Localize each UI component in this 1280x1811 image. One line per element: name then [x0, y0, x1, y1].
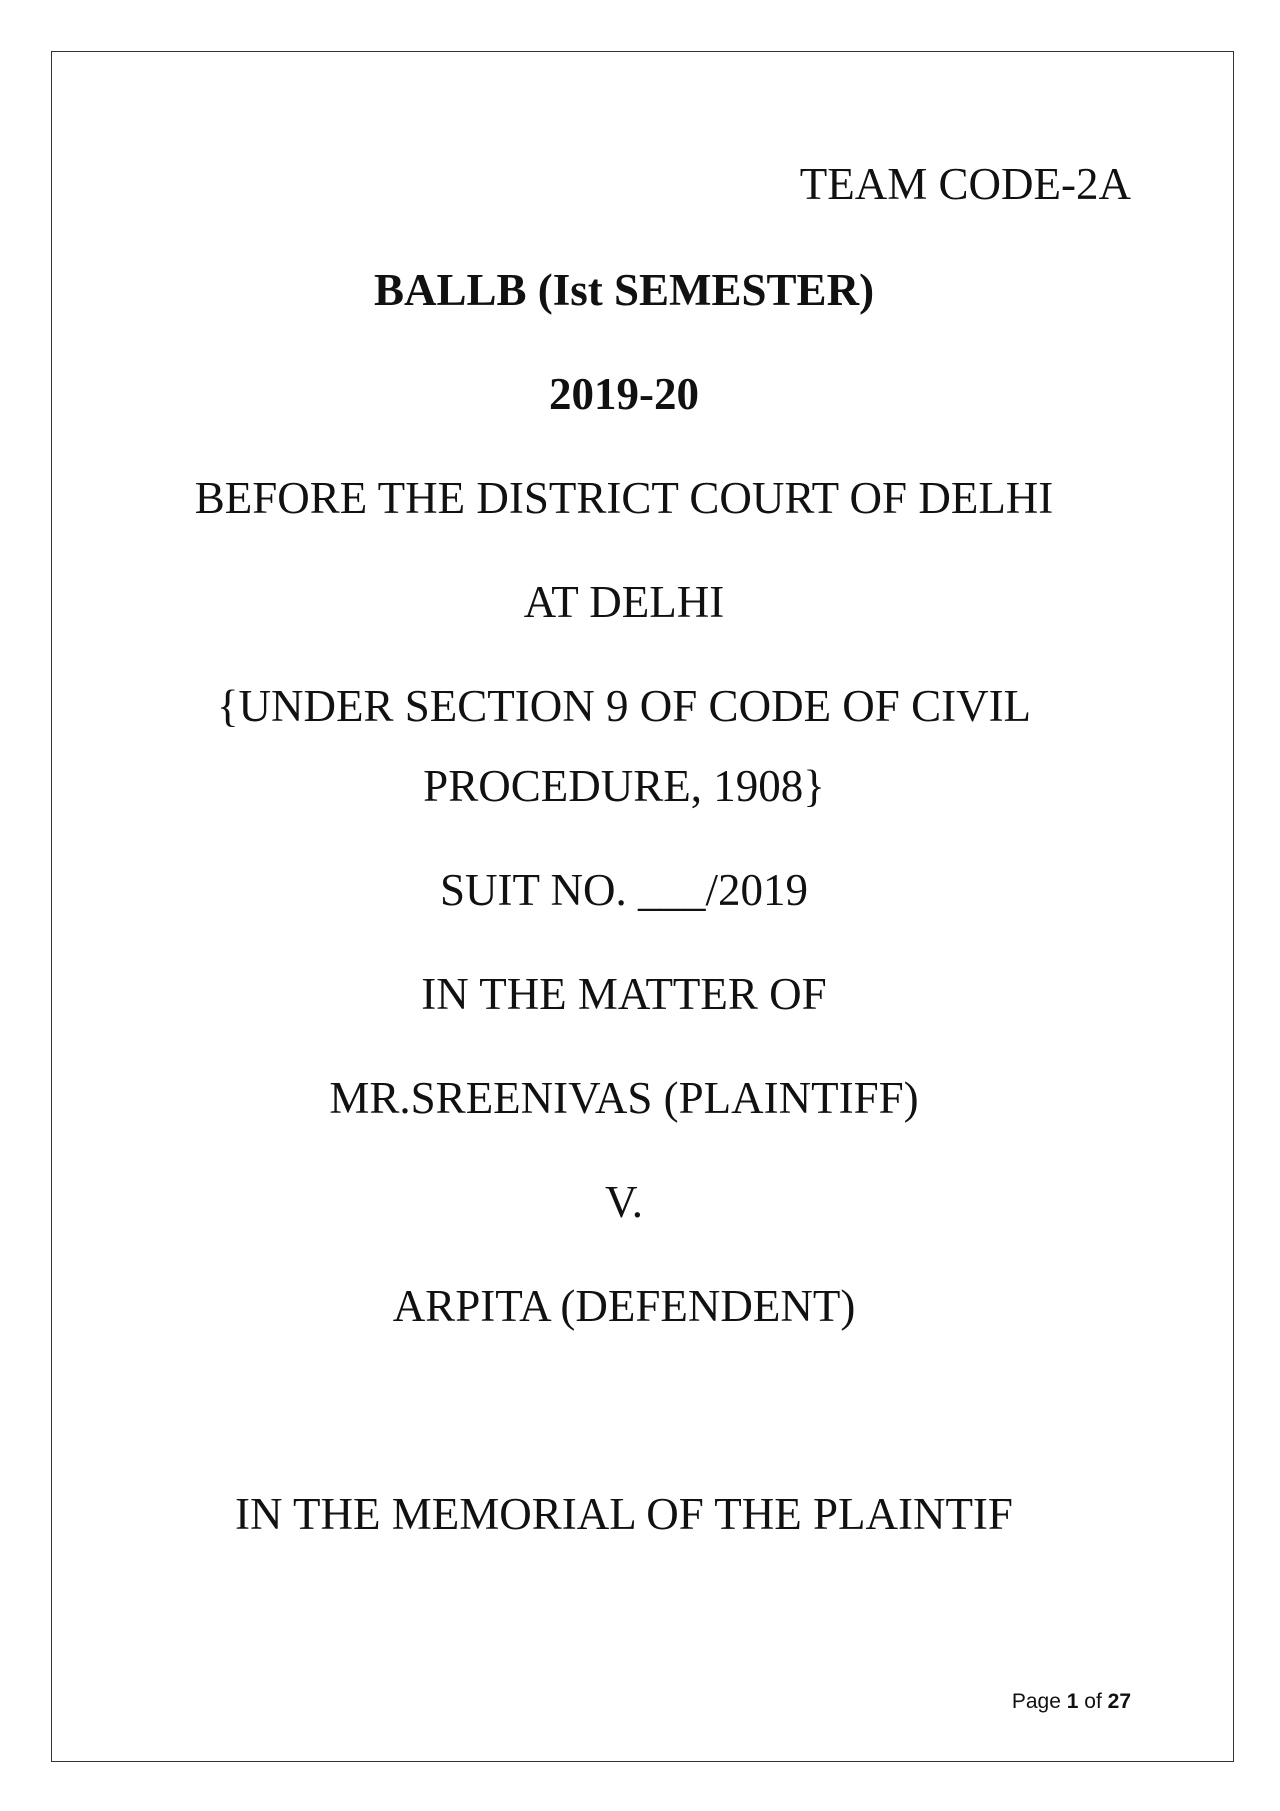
plaintiff-name: MR.SREENIVAS (PLAINTIFF) [329, 1073, 919, 1123]
section-line-2: PROCEDURE, 1908} [423, 761, 825, 811]
section-line-1: {UNDER SECTION 9 OF CODE OF CIVIL [216, 681, 1032, 731]
team-code: TEAM CODE-2A [799, 159, 1131, 209]
court-line: BEFORE THE DISTRICT COURT OF DELHI [194, 473, 1054, 523]
memorial-line: IN THE MEMORIAL OF THE PLAINTIF [235, 1489, 1013, 1539]
page-label: Page [1011, 1690, 1061, 1713]
suit-number: SUIT NO. ___/2019 [440, 865, 808, 915]
program-heading: BALLB (Ist SEMESTER) [373, 265, 875, 315]
session-heading: 2019-20 [549, 369, 699, 419]
defendant-name: ARPITA (DEFENDENT) [392, 1281, 856, 1331]
current-page-number: 1 [1066, 1690, 1079, 1713]
page-number-footer [1012, 1691, 1131, 1712]
total-pages-number: 27 [1107, 1690, 1131, 1713]
matter-of-line: IN THE MATTER OF [421, 969, 827, 1019]
of-label: of [1084, 1690, 1102, 1713]
versus-line: V. [605, 1177, 643, 1227]
location-line: AT DELHI [523, 577, 725, 627]
